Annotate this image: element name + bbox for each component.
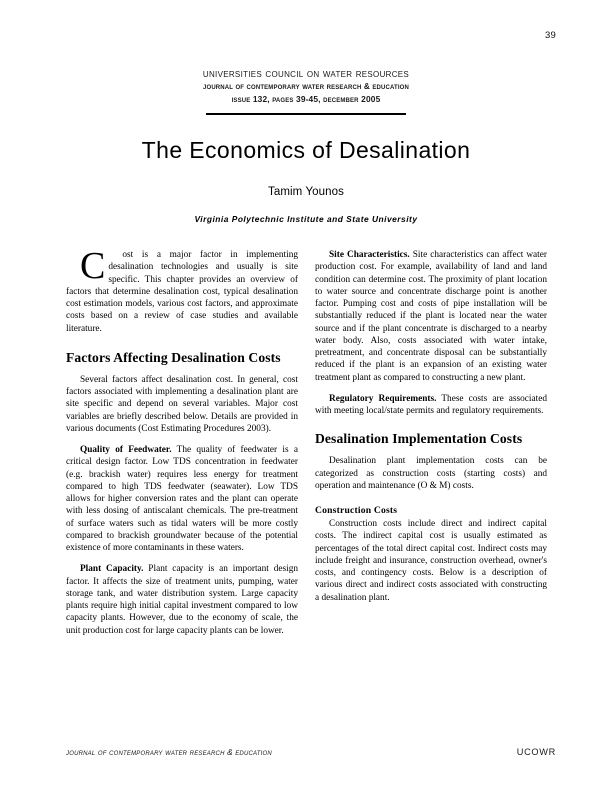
masthead-organization: universities council on water resources: [202, 68, 410, 80]
intro-paragraph: [66, 245, 298, 335]
footer-journal-name: journal of contemporary water research & education: [66, 748, 272, 757]
left-column: [66, 245, 298, 637]
runin-heading-regulatory: Regulatory Requirements.: [329, 393, 437, 404]
paragraph-factors-intro: Several factors affect desalination cost. In general, cost factors associated with implementing a desalination plant are site specific and depend on several variables. Major cost variables are briefly described below. Details are provided in various documents (Cost Estimating Procedures 2003).: [66, 374, 298, 434]
runin-heading-capacity: Plant Capacity.: [80, 564, 144, 575]
page-title: The Economics of Desalination: [141, 137, 471, 164]
paragraph-quality-of-feedwater: [66, 444, 298, 554]
footer-organization-abbrev: UCOWR: [516, 747, 556, 757]
paragraph-implementation: Desalination plant implementation costs can be categorized as construction costs (starting costs) and operation and maintenance (O & M) costs.: [315, 456, 547, 491]
paragraph-regulatory-requirements: [315, 393, 547, 418]
right-column: [315, 249, 547, 604]
page-number: 39: [545, 30, 556, 41]
paragraph-quality-text: The quality of feedwater is a critical design factor. Low TDS concentration in feedwater (e.g. brackish water) requires less energy for treatment compared to high TDS feedwater (seawater). Low TDS allows for higher conversion rates and the plant can operate with less dosing of antiscalant chemicals. The pre-treatment of surface waters such as tidal waters will be more costly compared to brackish groundwater because of the potential existence of more contaminants in these waters.: [66, 445, 298, 553]
paragraph-construction-costs: Construction costs include direct and indirect capital costs. The indirect capital cost is usually estimated as percentages of the total direct capital cost. Indirect costs may include freight and insurance, construction overhead, owner's costs, and contingency costs. Below is a description of various direct and indirect costs associated with constructing a desalination plant.: [315, 519, 547, 603]
paragraph-site-characteristics: [315, 249, 547, 384]
paragraph-site-text: Site characteristics can affect water production cost. For example, availability of land and land condition can determine cost. The proximity of plant location to water source and concentrate discharge point is another factor. Pumping cost and costs of pipe installation will be substantially reduced if the plant is located near the water source and if the plant concentrate is discharged to a nearby water body. Also, costs associated with water intake, pretreatment, and concentrate disposal can be substantially reduced if the plant is an expansion of an existing water treatment plant as compared to constructing a new plant.: [315, 250, 547, 383]
author-name: Tamim Younos: [268, 186, 344, 198]
drop-cap: C: [80, 245, 106, 287]
masthead: [56, 68, 556, 115]
section-heading-implementation: Desalination Implementation Costs: [315, 431, 523, 447]
runin-heading-quality: Quality of Feedwater.: [80, 445, 172, 455]
paragraph-plant-capacity: [66, 563, 298, 637]
masthead-divider: [206, 113, 406, 115]
section-heading-factors: Factors Affecting Desalination Costs: [66, 349, 281, 365]
paragraph-regulatory-text: These costs are associated with meeting local/state permits and regulatory requirements.: [315, 393, 547, 416]
masthead-journal: journal of contemporary water research & education: [203, 82, 409, 91]
author-affiliation: Virginia Polytechnic Institute and State University: [194, 214, 418, 224]
masthead-issue-line: issue 132, pages 39-45, december 2005: [231, 94, 381, 104]
intro-paragraph-text: ost is a major factor in implementing desalination technologies and usually is site specific. This chapter provides an overview of factors that determine desalination cost, typical desalination cost estimation models, various cost factors, and approximate costs based on a review of case studies and available literature.: [66, 250, 298, 334]
paragraph-capacity-text: Plant capacity is an important design factor. It affects the size of treatment units, pumping, water storage tank, and water distribution system. Large capacity plants require high initial capital investment compared to low capacity plants. However, due to the economy of scale, the unit production cost for large capacity plants can be lower.: [66, 564, 298, 636]
runin-heading-site: Site Characteristics.: [329, 250, 410, 260]
subsection-heading-construction-costs: Construction Costs: [315, 505, 398, 516]
page-footer: [66, 747, 556, 757]
